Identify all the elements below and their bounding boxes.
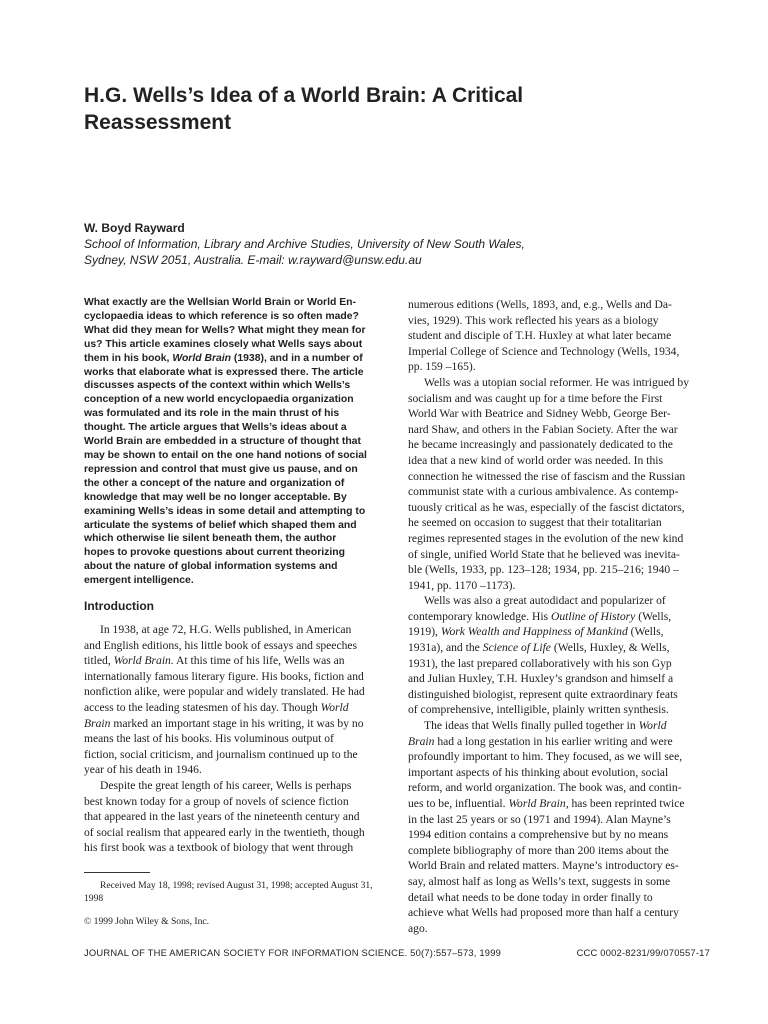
abstract-line: examining Wells’s ideas in some detail and attempting to — [84, 505, 366, 517]
body-line: 1941, pp. 1170 –1173). — [408, 578, 516, 592]
body-line: ago. — [408, 921, 428, 935]
abstract-line: us? This article examines closely what Wells says about — [84, 338, 363, 350]
body-line: Despite the great length of his career, Wells is perhaps — [100, 778, 352, 792]
book-title-work-wealth: Work Wealth and Happiness of Mankind — [440, 625, 628, 639]
abstract-line: hopes to provoke questions about current theorizing — [84, 547, 345, 559]
body-column-left — [84, 622, 386, 856]
article-title — [84, 82, 704, 136]
body-line: In 1938, at age 72, H.G. Wells published, in American — [100, 623, 352, 636]
abstract-line: conception of a new world encyclopaedia organization — [84, 394, 354, 406]
body-line: Wells was a utopian social reformer. He was intrigued by — [424, 375, 690, 389]
body-line: and Julian Huxley, T.H. Huxley’s grandson and himself a — [408, 672, 674, 686]
body-line — [84, 700, 386, 716]
body-line: socialism and was caught up for a time before the First — [408, 391, 663, 405]
body-line: best known today for a group of novels of science fiction — [84, 794, 349, 808]
body-text: (Wells, — [627, 625, 664, 639]
body-line: internationally famous literary figure. His books, fiction and — [84, 669, 364, 683]
book-title-world-brain: World — [320, 700, 349, 714]
author-affiliation — [84, 236, 704, 268]
body-line: he became increasingly and passionately dedicated to the — [408, 438, 673, 452]
body-line: Imperial College of Science and Technology (Wells, 1934, — [408, 344, 680, 358]
abstract-line: articulate the systems of belief which shaped them and — [84, 519, 357, 531]
body-line: World War with Beatrice and Sidney Webb, George Ber- — [408, 407, 671, 421]
body-text: marked an important stage in his writing, it was by no — [110, 716, 364, 730]
footnote-divider — [84, 872, 150, 873]
body-line: complete bibliography of more than 200 items about the — [408, 843, 669, 857]
body-line: say, almost half as long as Wells’s text, suggests in some — [408, 874, 671, 888]
book-title-world-brain: Brain — [408, 734, 435, 748]
body-line: 1994 edition contains a comprehensive but by no means — [408, 828, 669, 842]
author-name: W. Boyd Rayward — [84, 221, 185, 235]
body-line — [84, 653, 386, 669]
body-line — [408, 640, 710, 656]
abstract-line: works that elaborate what is expressed there. The article — [84, 366, 364, 378]
title-line: H.G. Wells’s Idea of a World Brain: A Critical — [84, 84, 524, 107]
book-title-world-brain: World Brain — [172, 352, 232, 364]
body-text: titled, — [84, 654, 114, 668]
received-footnote — [84, 879, 386, 905]
abstract-line: What did they mean for Wells? What might they mean for — [84, 324, 366, 336]
body-line: tuously critical as he was, especially of the fascist dictators, — [408, 500, 685, 514]
body-line: pp. 159 –165). — [408, 360, 476, 374]
body-line: important aspects of his thinking about evolution, social — [408, 765, 669, 779]
body-line: ble (Wells, 1933, pp. 123–128; 1934, pp. 215–216; 1940 – — [408, 563, 679, 577]
body-line: distinguished biologist, represent quite extraordinary feats — [408, 687, 678, 701]
abstract-line: cyclopaedia ideas to which reference is so often made? — [84, 310, 359, 322]
body-line: he seemed on occasion to suggest that their totalitarian — [408, 516, 662, 530]
body-line: student and disciple of T.H. Huxley at what later became — [408, 329, 672, 343]
body-line: vies, 1929). This work reflected his years as a biology — [408, 313, 659, 327]
body-line: communist state with a curious ambivalence. As contemp- — [408, 485, 679, 499]
body-line: means the last of his books. His voluminous output of — [84, 732, 334, 746]
abstract-text: them in his book, — [84, 352, 173, 364]
body-line: that appeared in the last years of the nineteenth century and — [84, 810, 360, 824]
journal-citation: JOURNAL OF THE AMERICAN SOCIETY FOR INFORMATION SCIENCE. 50(7):557–573, 1999 — [84, 947, 502, 958]
abstract-line: the other a concept of the nature and organization of — [84, 477, 345, 489]
body-line — [84, 716, 386, 732]
body-text: (Wells, Huxley, & Wells, — [550, 641, 670, 655]
footnote-line: 1998 — [84, 893, 104, 904]
body-text: The ideas that Wells finally pulled together in — [424, 719, 639, 733]
body-line — [408, 718, 710, 734]
body-line — [408, 624, 710, 640]
body-line: year of his death in 1946. — [84, 763, 202, 777]
body-text: ues to be, influential. — [408, 797, 509, 810]
body-line: and English editions, his little book of essays and speeches — [84, 638, 358, 652]
abstract-line: which otherwise lie silent beneath them, the author — [84, 533, 337, 545]
body-text: 1931a), and the — [408, 641, 483, 655]
body-line: profoundly important to him. They focused, as we will see, — [408, 750, 683, 764]
body-line: nard Shaw, and others in the Fabian Society. After the war — [408, 422, 678, 436]
body-line: fiction, social criticism, and journalism continued up to the — [84, 747, 358, 761]
book-title-world-brain: World Brain. — [113, 654, 174, 668]
abstract-line: discusses aspects of the context within which Wells’s — [84, 380, 351, 392]
body-line: 1931), the last prepared collaboratively with his son Gyp — [408, 656, 672, 670]
abstract-line: emergent intelligence. — [84, 575, 194, 587]
body-column-right — [408, 297, 710, 936]
body-line: his first book was a textbook of biology that went through — [84, 841, 354, 855]
abstract-line: was formulated and its role in the main thrust of his — [84, 408, 340, 420]
book-title-outline-of-history: Outline of History — [550, 609, 636, 623]
abstract-line: thought. The article argues that Wells’s ideas about a — [84, 422, 347, 434]
body-line: regimes represented stages in the evolution of the new kind — [408, 531, 684, 545]
body-text: access to the leading statesmen of his day. Though — [84, 700, 321, 714]
body-line: connection he witnessed the rise of fascism and the Russian — [408, 469, 686, 483]
body-line: of social realism that appeared early in the twentieth, though — [84, 825, 365, 839]
abstract-line: about the nature of global information systems and — [84, 561, 338, 573]
abstract-line: What exactly are the Wellsian World Brain or World En- — [84, 297, 356, 308]
section-heading: Introduction — [84, 599, 154, 613]
book-title-world-brain: Brain — [84, 716, 111, 730]
body-text: had a long gestation in his earlier writing and were — [434, 734, 673, 748]
body-line: detail what needs to be done today in order finally to — [408, 890, 653, 904]
body-line: reform, and world organization. The book was, and contin- — [408, 781, 682, 795]
ccc-code: CCC 0002-8231/99/070557-17 — [576, 947, 710, 958]
abstract-text: (1938), and in a number of — [231, 352, 363, 364]
book-title-world-brain: World Brain, — [508, 797, 569, 810]
abstract-line: World Brain are embedded in a structure of thought that — [84, 436, 361, 448]
body-line: numerous editions (Wells, 1893, and, e.g., Wells and Da- — [408, 298, 672, 311]
affiliation-line: School of Information, Library and Archive Studies, University of New South Wales, — [84, 237, 525, 251]
body-line — [408, 734, 710, 750]
book-title-world-brain: World — [638, 719, 667, 733]
footnote-line: Received May 18, 1998; revised August 31, 1998; accepted August 31, — [100, 880, 373, 891]
body-text: contemporary knowledge. His — [408, 609, 551, 623]
book-title-science-of-life: Science of Life — [482, 641, 551, 655]
body-line: of comprehensive, intelligible, plainly written synthesis. — [408, 703, 669, 717]
body-line: World Brain and related matters. Mayne’s introductory es- — [408, 859, 679, 873]
body-line: nonfiction alike, were popular and widely translated. He had — [84, 685, 365, 699]
abstract-line — [84, 352, 386, 366]
body-line — [408, 796, 710, 812]
body-line: idea that a new kind of world order was needed. In this — [408, 453, 663, 467]
abstract — [84, 296, 386, 588]
abstract-line: may be shown to entail on the one hand notions of social — [84, 449, 367, 461]
title-line: Reassessment — [84, 111, 232, 134]
abstract-line: repression and control that must give us pause, and on — [84, 463, 358, 475]
body-text: At this time of his life, Wells was an — [173, 654, 345, 668]
body-text: 1919), — [408, 625, 441, 639]
body-text: has been reprinted twice — [568, 797, 685, 810]
body-line: of single, unified World State that he believed was inevita- — [408, 547, 680, 561]
affiliation-line: Sydney, NSW 2051, Australia. E-mail: w.rayward@unsw.edu.au — [84, 253, 422, 267]
body-text: (Wells, — [635, 609, 672, 623]
body-line: in the last 25 years or so (1971 and 1994). Alan Mayne’s — [408, 812, 671, 826]
body-line: Wells was also a great autodidact and popularizer of — [424, 594, 666, 608]
copyright-notice: © 1999 John Wiley & Sons, Inc. — [84, 916, 210, 927]
abstract-line: knowledge that may well be no longer acceptable. By — [84, 491, 347, 503]
body-line — [408, 609, 710, 625]
body-line: achieve what Wells had proposed more than half a century — [408, 906, 679, 920]
